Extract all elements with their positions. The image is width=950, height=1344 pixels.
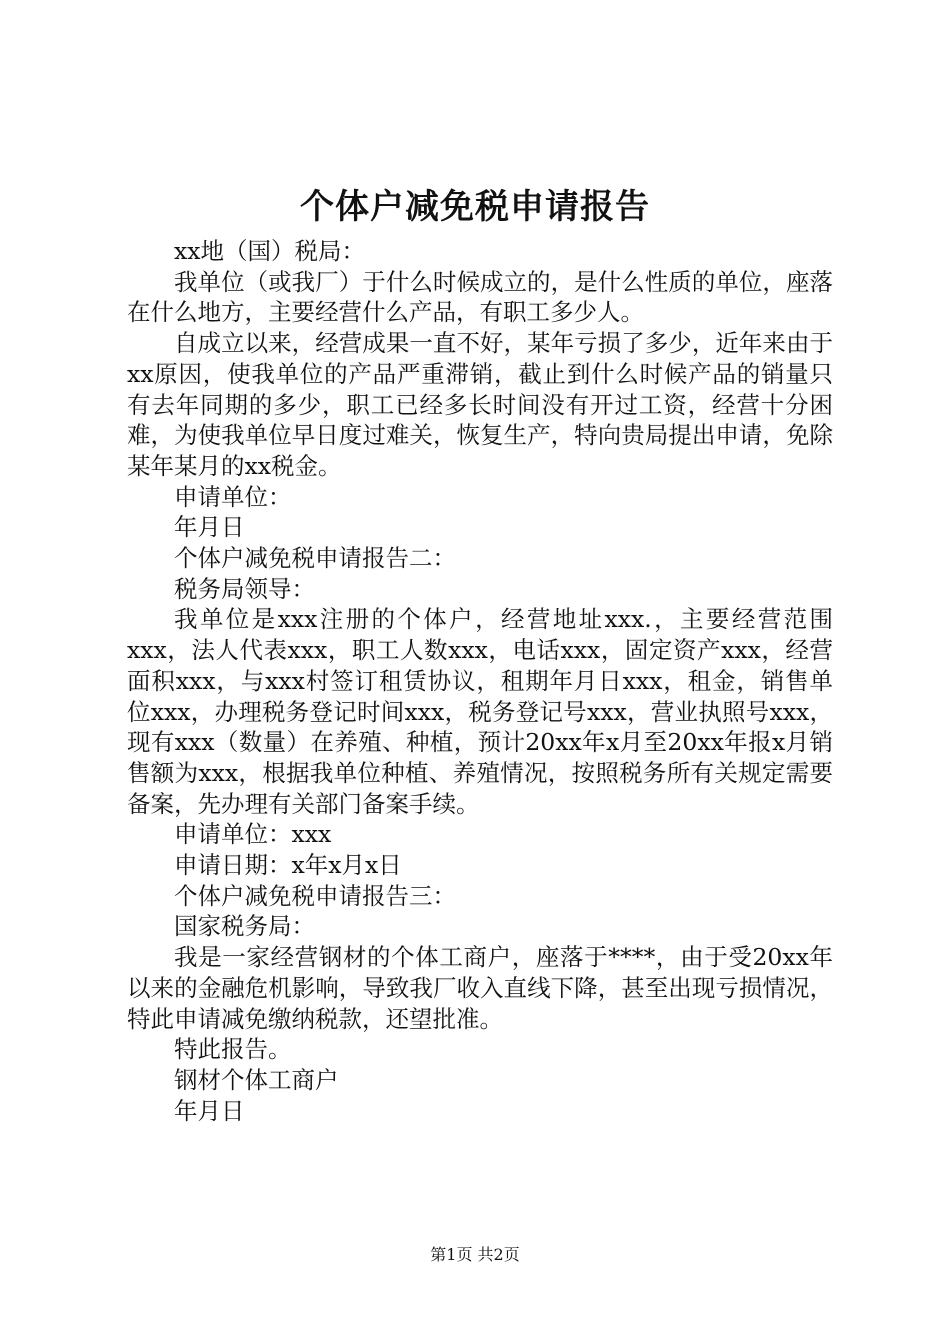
document-body [127, 236, 833, 1126]
paragraph-applicant-2: 申请单位：xxx [174, 820, 332, 849]
paragraph-salutation-1: xx地（国）税局： [174, 237, 366, 265]
paragraph-salutation-2: 税务局领导： [174, 574, 315, 603]
paragraph-signature: 钢材个体工商户 [174, 1065, 339, 1094]
paragraph-section-three-heading: 个体户减免税申请报告三： [174, 881, 456, 910]
paragraph-date-1: 年月日 [174, 513, 245, 542]
paragraph-steel-business: 我是一家经营钢材的个体工商户，座落于****，由于受20xx年以来的金融危机影响，导致我厂收入直线下降，甚至出现亏损情况，特此申请减免缴纳税款，还望批准。 [127, 943, 833, 1033]
paragraph-salutation-3: 国家税务局： [174, 912, 315, 941]
paragraph-applicant-1: 申请单位： [174, 482, 292, 511]
paragraph-business-situation: 自成立以来，经营成果一直不好，某年亏损了多少，近年来由于xx原因，使我单位的产品严重滞销，截止到什么时候产品的销量只有去年同期的多少，职工已经多长时间没有开过工资，经营十分困难，为使我单位早日度过难关，恢复生产，特向贵局提出申请，免除某年某月的xx税金。 [127, 329, 833, 480]
paragraph-date-3: 年月日 [174, 1096, 245, 1125]
document-title: 个体户减免税申请报告 [300, 187, 650, 227]
paragraph-section-two-heading: 个体户减免税申请报告二： [174, 544, 456, 573]
paragraph-registration-details: 我单位是xxx注册的个体户，经营地址xxx.，主要经营范围xxx，法人代表xxx，职工人数xxx，电话xxx，固定资产xxx，经营面积xxx，与xxx村签订租赁协议，租期年月日xxx，租金，销售单位xxx，办理税务登记时间xxx，税务登记号xxx，营业执照号xxx，现有xxx（数量）在养殖、种植，预计20xx年x月至20xx年报x月销售额为xxx，根据我单位种植、养殖情况，按照税务所有关规定需要备案，先办理有关部门备案手续。 [127, 605, 833, 818]
paragraph-closing: 特此报告。 [174, 1035, 292, 1064]
page-footer: 第1页 共2页 [430, 1245, 520, 1264]
paragraph-date-2: 申请日期：x年x月x日 [174, 851, 402, 880]
paragraph-company-intro: 我单位（或我厂）于什么时候成立的，是什么性质的单位，座落在什么地方，主要经营什么产品，有职工多少人。 [127, 267, 833, 327]
